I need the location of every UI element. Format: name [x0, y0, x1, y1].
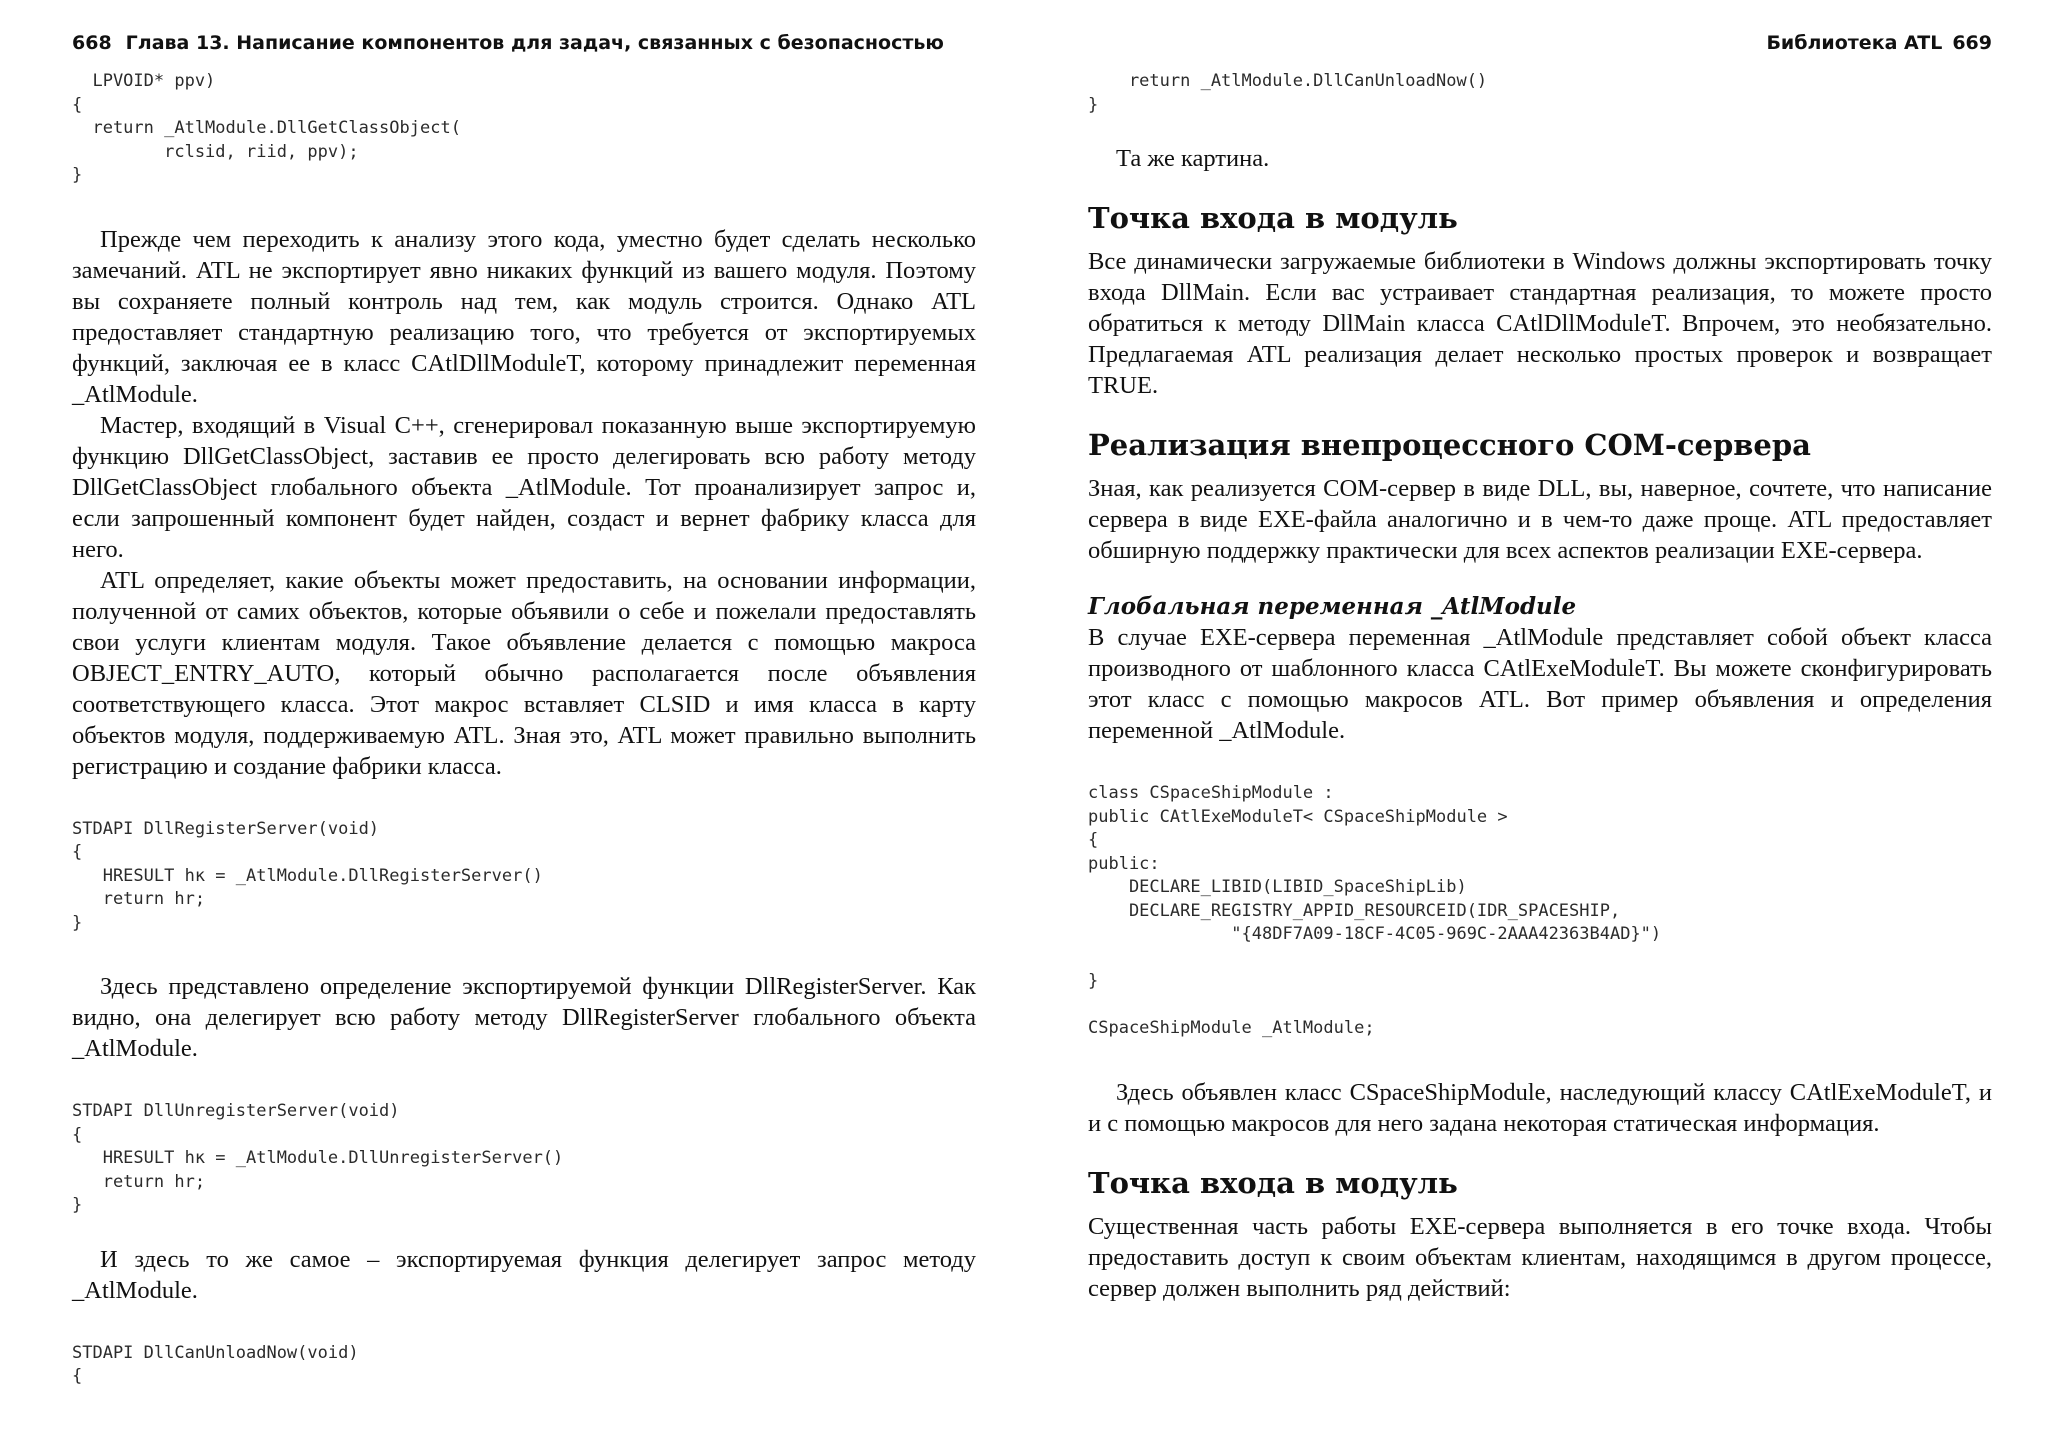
running-header-right: [1088, 28, 1992, 58]
section-heading: Точка входа в модуль: [1088, 201, 1458, 235]
paragraph: ATL определяет, какие объекты может предоставить, на основании информации, полученной от самих объектов, которые объявили о себе и пожелали предоставлять свои услуги клиентам модуля. Такое объявление делается с помощью макроса OBJECT_ENTRY_AUTO, который обычно располагается после объявления соответствующего класса. Этот макрос вставляет CLSID и имя класса в карту объектов модуля, поддерживаемую ATL. Зная это, ATL может правильно выполнить регистрацию и создание фабрики класса.: [72, 566, 976, 780]
left-page: [72, 0, 976, 1447]
paragraph: Зная, как реализуется COM-сервер в виде DLL, вы, наверное, сочтете, что написание сервера в виде EXE-файла аналогично и в чем-то даже проще. ATL предоставляет обширную поддержку практически для всех аспектов реализации EXE-сервера.: [1088, 475, 1992, 564]
left-page-content: [72, 70, 976, 1389]
chapter-title: Глава 13. Написание компонентов для задач, связанных с безопасностью: [125, 32, 944, 54]
paragraph: Здесь представлено определение экспортируемой функции DllRegisterServer. Как видно, она делегирует всю работу методу DllRegisterServer глобального объекта _AtlModule.: [72, 973, 976, 1062]
code-listing: return _AtlModule.DllCanUnloadNow() }: [1088, 71, 1488, 115]
running-header-left: [72, 28, 976, 58]
paragraph: Прежде чем переходить к анализу этого кода, уместно будет сделать несколько замечаний. ATL не экспортирует явно никаких функций из вашего модуля. Поэтому вы сохраняете полный контроль над тем, как модуль строится. Однако ATL предоставляет стандартную реализацию того, что требуется от экспортируемых функций, заключая ее в класс CAtlDllModuleT, которому принадлежит переменная _AtlModule.: [72, 225, 976, 408]
code-listing: LPVOID* ppv) { return _AtlModule.DllGetClassObject( rclsid, riid, ppv); }: [72, 71, 461, 185]
paragraph: И здесь то же самое – экспортируемая функция делегирует запрос методу _AtlModule.: [72, 1245, 976, 1304]
page-number: 668: [72, 32, 112, 54]
page-number: 669: [1952, 32, 1992, 54]
right-page: [1088, 0, 1992, 1447]
paragraph: Та же картина.: [1116, 145, 1270, 172]
paragraph: Все динамически загружаемые библиотеки в Windows должны экспортировать точку входа DllMain. Если вас устраивает стандартная реализация, то можете просто обратиться к методу DllMain класса CAtlDllModuleT. Впрочем, это необязательно. Предлагаемая ATL реализация делает несколько простых проверок и возвращает TRUE.: [1088, 248, 1992, 399]
paragraph: Мастер, входящий в Visual C++, сгенерировал показанную выше экспортируемую функцию DllGetClassObject, заставив ее просто делегировать всю работу методу DllGetClassObject глобального объекта _AtlModule. Тот проанализирует запрос и, если запрошенный компонент будет найден, создаст и вернет фабрику класса для него.: [72, 411, 976, 563]
section-title: Библиотека ATL: [1766, 32, 1943, 54]
paragraph: Здесь объявлен класс CSpaceShipModule, наследующий классу CAtlExeModuleT, и и с помощью макросов для него задана некоторая статическая информация.: [1088, 1078, 1992, 1137]
code-listing: STDAPI DllCanUnloadNow(void) {: [72, 1342, 359, 1386]
code-listing: STDAPI DllUnregisterServer(void) { HRESULT hк = _AtlModule.DllUnregisterServer() return hr; }: [72, 1101, 564, 1215]
code-listing: STDAPI DllRegisterServer(void) { HRESULT hк = _AtlModule.DllRegisterServer() return hr; }: [72, 818, 543, 933]
paragraph: Существенная часть работы EXE-сервера выполняется в его точке входа. Чтобы предоставить доступ к своим объектам клиентам, находящимся в другом процессе, сервер должен выполнить ряд действий:: [1088, 1212, 1992, 1302]
code-listing: class CSpaceShipModule : public CAtlExeModuleT< CSpaceShipModule > { public: DECLARE_LIBID(LIBID_SpaceShipLib) DECLARE_REGISTRY_APPID_RESOURCEID(IDR_SPACESHIP, "{48DF7A09-18CF-4C05-969C-2AAA42363B4AD}") } CSpaceShipModule _AtlModule;: [1088, 783, 1662, 1038]
subsection-heading: Глобальная переменная _AtlModule: [1088, 593, 1577, 620]
section-heading: Точка входа в модуль: [1088, 1165, 1458, 1200]
section-heading: Реализация внепроцессного COM-сервера: [1088, 428, 1811, 462]
right-page-content: [1088, 70, 1992, 1304]
paragraph: В случае EXE-сервера переменная _AtlModule представляет собой объект класса производного от шаблонного класса CAtlExeModuleT. Вы можете сконфигурировать этот класс с помощью макросов ATL. Вот пример объявления и определения переменной _AtlModule.: [1088, 624, 1992, 744]
